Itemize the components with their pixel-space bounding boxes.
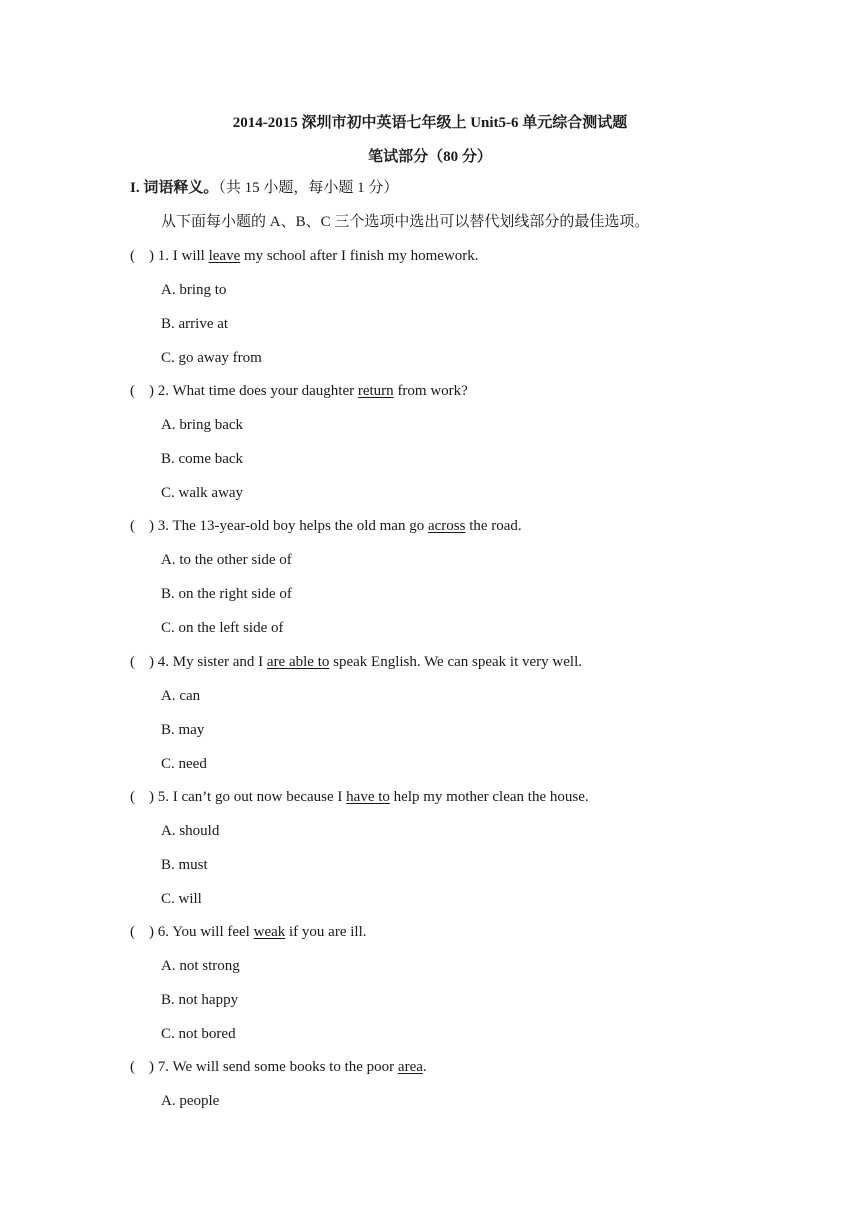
question-text-before: We will send some books to the poor [172, 1059, 395, 1075]
question-text-before: My sister and I [172, 654, 264, 670]
question-underlined: weak [253, 924, 286, 940]
section-note: （共 15 小题，每小题 1 分） [218, 180, 399, 196]
answer-paren-close: ) [149, 248, 154, 264]
question-number: 4. [157, 654, 169, 670]
question-text-after: the road. [469, 518, 522, 534]
question-6 [130, 922, 367, 942]
answer-paren-close: ) [149, 654, 154, 670]
answer-paren-open: ( [130, 518, 135, 534]
answer-paren-close: ) [149, 518, 154, 534]
question-underlined: are able to [266, 654, 330, 670]
option-4b: B. may [161, 722, 205, 738]
option-6c: C. not bored [161, 1026, 236, 1042]
answer-paren-open: ( [130, 1059, 135, 1075]
question-number: 7. [157, 1059, 169, 1075]
question-number: 6. [157, 924, 169, 940]
question-text-before: What time does your daughter [172, 383, 355, 399]
question-2 [130, 381, 468, 401]
answer-paren-open: ( [130, 924, 135, 940]
answer-paren-open: ( [130, 383, 135, 399]
question-underlined: across [427, 518, 466, 534]
section-heading [130, 178, 398, 198]
question-underlined: return [357, 383, 394, 399]
question-text-after: help my mother clean the house. [393, 789, 589, 805]
question-text-after: if you are ill. [289, 924, 367, 940]
section-number: I. [130, 180, 140, 196]
question-text-before: I can’t go out now because I [172, 789, 343, 805]
question-1 [130, 246, 479, 266]
question-underlined: have to [346, 789, 390, 805]
question-number: 5. [157, 789, 169, 805]
document-subtitle: 笔试部分（80 分） [368, 149, 492, 165]
option-2c: C. walk away [161, 485, 244, 501]
section-name: 词语释义。 [143, 180, 219, 196]
question-text-after: speak English. We can speak it very well. [333, 654, 582, 670]
option-4c: C. need [161, 756, 207, 772]
question-text-after: my school after I finish my homework. [243, 248, 479, 264]
question-7 [130, 1057, 427, 1077]
option-2b: B. come back [161, 451, 244, 467]
answer-paren-open: ( [130, 654, 135, 670]
option-7a: A. people [161, 1093, 220, 1109]
option-4a: A. can [161, 688, 201, 704]
question-text-before: The 13-year-old boy helps the old man go [172, 518, 425, 534]
answer-paren-close: ) [149, 1059, 154, 1075]
option-6a: A. not strong [161, 958, 240, 974]
question-number: 1. [157, 248, 169, 264]
option-1c: C. go away from [161, 350, 262, 366]
option-2a: A. bring back [161, 417, 244, 433]
option-3a: A. to the other side of [161, 552, 292, 568]
answer-paren-open: ( [130, 248, 135, 264]
question-3 [130, 516, 522, 536]
option-6b: B. not happy [161, 992, 239, 1008]
document-title: 2014-2015 深圳市初中英语七年级上 Unit5-6 单元综合测试题 [232, 115, 628, 131]
option-1a: A. bring to [161, 282, 227, 298]
option-3c: C. on the left side of [161, 620, 284, 636]
section-instruction: 从下面每小题的 A、B、C 三个选项中选出可以替代划线部分的最佳选项。 [161, 214, 650, 230]
answer-paren-close: ) [149, 383, 154, 399]
answer-paren-open: ( [130, 789, 135, 805]
question-text-before: I will [172, 248, 205, 264]
question-underlined: area [397, 1059, 423, 1075]
answer-paren-close: ) [149, 924, 154, 940]
question-text-before: You will feel [172, 924, 250, 940]
question-underlined: leave [208, 248, 241, 264]
question-4 [130, 652, 582, 672]
question-number: 2. [157, 383, 169, 399]
question-number: 3. [157, 518, 169, 534]
question-text-after: . [422, 1059, 427, 1075]
option-5a: A. should [161, 823, 220, 839]
answer-paren-close: ) [149, 789, 154, 805]
option-3b: B. on the right side of [161, 586, 292, 602]
option-1b: B. arrive at [161, 316, 229, 332]
option-5b: B. must [161, 857, 208, 873]
question-5 [130, 787, 589, 807]
question-text-after: from work? [397, 383, 468, 399]
option-5c: C. will [161, 891, 202, 907]
